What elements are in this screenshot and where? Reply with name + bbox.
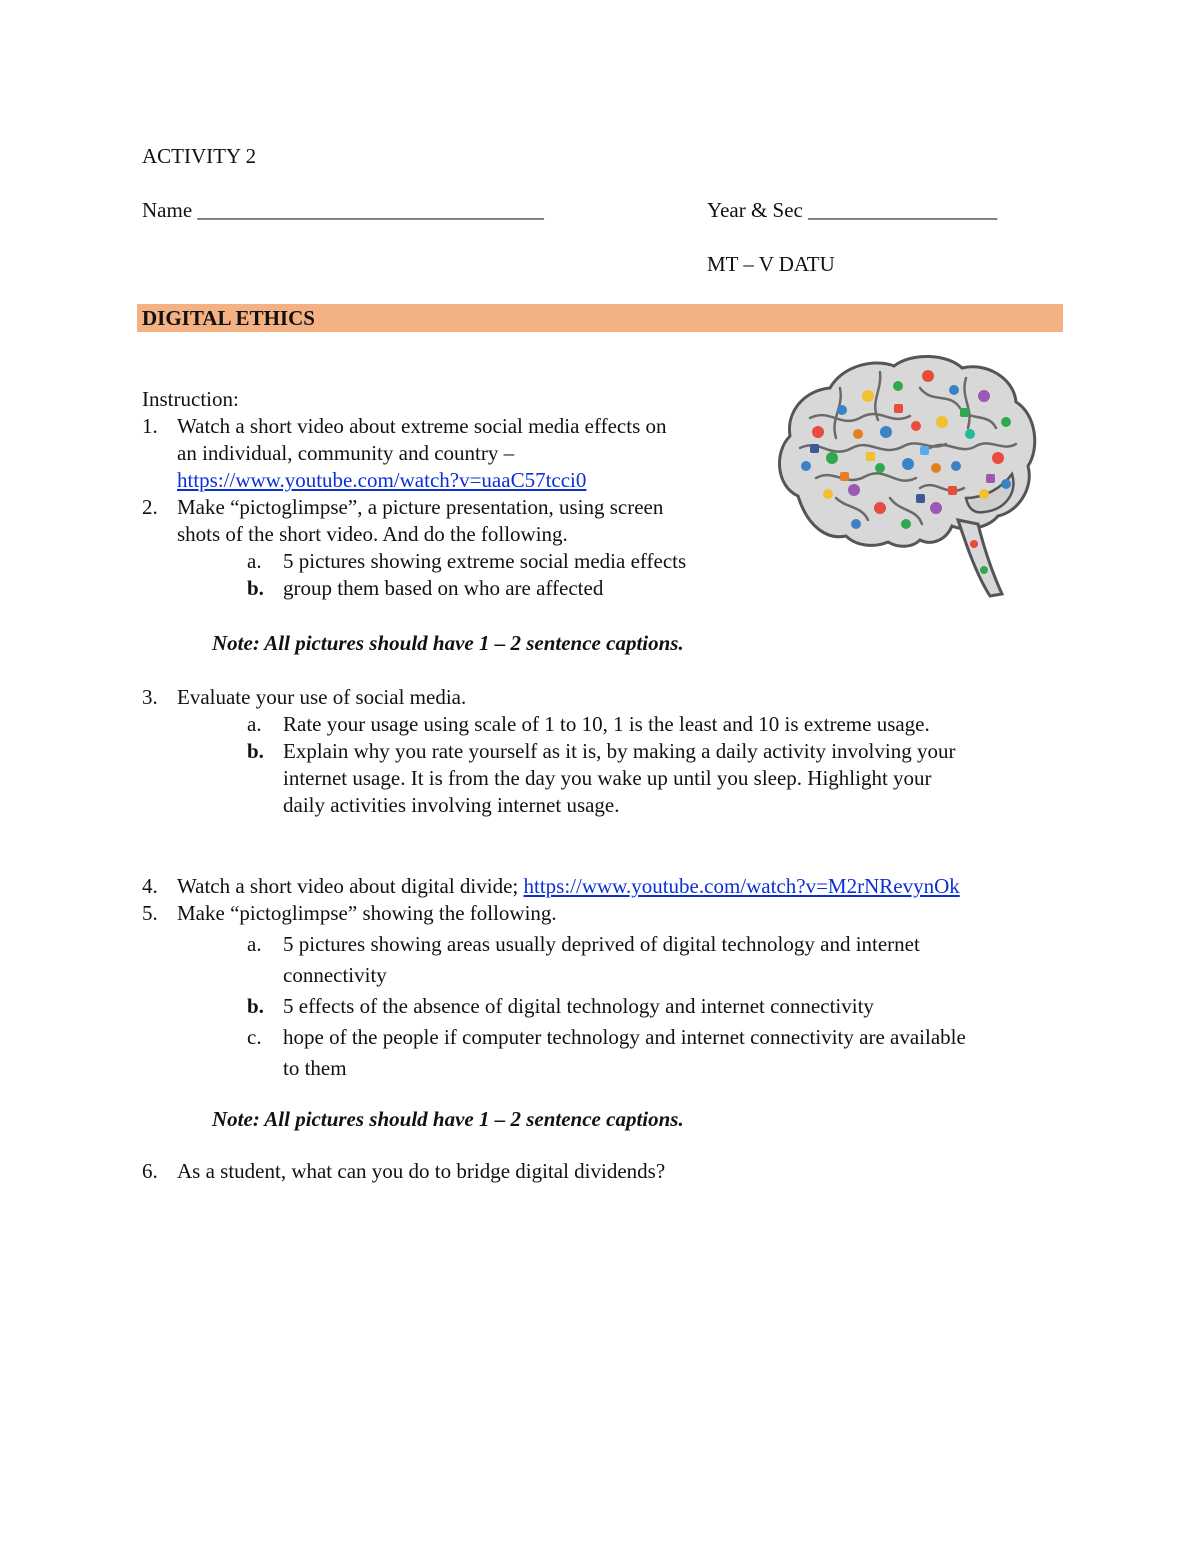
section-banner-label: DIGITAL ETHICS [142,306,315,330]
year-section-field-line: Year & Sec __________________ [707,198,998,222]
subitem-text: Rate your usage using scale of 1 to 10, 1 is the least and 10 is extreme usage. [283,712,930,736]
subitem-text-line: hope of the people if computer technology and internet connectivity are available [283,1025,966,1049]
name-field-line: Name _________________________________ [142,198,544,222]
caption-note: Note: All pictures should have 1 – 2 sentence captions. [212,631,684,655]
item-text-line: Make “pictoglimpse”, a picture presentation, using screen [177,495,664,519]
section-banner [137,304,1063,332]
video-link-1[interactable]: https://www.youtube.com/watch?v=uaaC57tcci0 [177,468,587,492]
subitem-text-line: to them [283,1056,347,1080]
item-text-line: Watch a short video about extreme social media effects on [177,414,667,438]
item-number: 3. [142,685,158,709]
video-link-2[interactable]: https://www.youtube.com/watch?v=M2rNRevynOk [523,874,960,898]
subitem-letter: a. [247,932,262,956]
instruction-heading: Instruction: [142,387,239,411]
item-text-line: Evaluate your use of social media. [177,685,467,709]
subitem-letter: b. [247,739,264,763]
subitem-text-line: daily activities involving internet usage. [283,793,620,817]
item-number: 4. [142,874,158,898]
caption-note: Note: All pictures should have 1 – 2 sentence captions. [212,1107,684,1131]
subitem-text-line: 5 pictures showing areas usually deprived of digital technology and internet [283,932,920,956]
subitem-letter: a. [247,549,262,573]
item-text-line: shots of the short video. And do the following. [177,522,568,546]
subitem-text-line: Explain why you rate yourself as it is, by making a daily activity involving your [283,739,956,763]
class-section-label: MT – V DATU [707,252,835,276]
item-number: 5. [142,901,158,925]
subitem-letter: c. [247,1025,262,1049]
item-text-line: Make “pictoglimpse” showing the following. [177,901,557,925]
subitem-text: 5 pictures showing extreme social media effects [283,549,687,573]
subitem-letter: b. [247,576,264,600]
subitem-text-line: internet usage. It is from the day you wake up until you sleep. Highlight your [283,766,932,790]
item-text: Watch a short video about digital divide; [177,874,524,898]
item-text-line [177,873,960,900]
item-number: 2. [142,495,158,519]
item-number: 1. [142,414,158,438]
subitem-text: 5 effects of the absence of digital technology and internet connectivity [283,994,874,1018]
subitem-text: group them based on who are affected [283,576,604,600]
activity-title: ACTIVITY 2 [142,144,257,168]
subitem-letter: a. [247,712,262,736]
brain-social-media-icon [770,348,1040,606]
subitem-letter: b. [247,994,264,1018]
item-text-line: As a student, what can you do to bridge digital dividends? [177,1159,666,1183]
item-text-line: an individual, community and country – [177,441,515,465]
subitem-text-line: connectivity [283,963,387,987]
item-number: 6. [142,1159,158,1183]
